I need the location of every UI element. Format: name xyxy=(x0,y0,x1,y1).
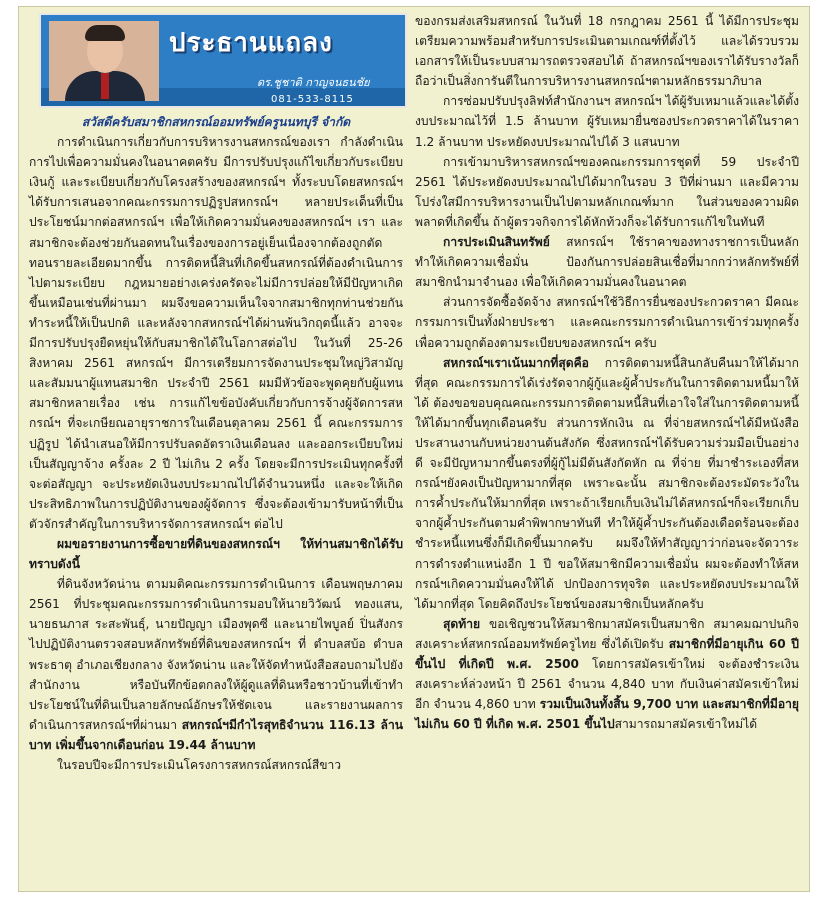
paragraph-text: การติดตามหนี้สินกลับคืนมาให้ได้มากที่สุด คณะกรรมการได้เร่งรัดจากผู้กู้และผู้ค้ำประกันในการติดตามหนี้มาให้ได้ ต้องขอขอบคุณคณะกรรมการติดตามหนี้สินที่เอาใจใส่ในการติดตามหนี้ให้ได้มากขึ้นทุกเดือนครับ ส่วนการหักเงิน ณ ที่จ่ายสหกรณ์ฯได้มีหนังสือประสานงานกับหน่วยงานต้นสังกัด ซึ่งสหกรณ์ฯได้รับความร่วมมือเป็นอย่างดี จะมีปัญหามากขึ้นตรงที่ผู้กู้ไม่มีต้นสังกัดหัก ณ ที่จ่าย ที่มาชำระเองที่สหกรณ์ฯยังคงเป็นปัญหามากที่สุด เพราะฉะนั้น สมาชิกจะต้องระมัดระวังในการค้ำประกันให้มากที่สุด เพราะถ้าเรียกเก็บเงินไม่ได้สหกรณ์ฯก็จะเรียกเก็บจากผู้ค้ำประกันตามคำพิพากษาทันที ทำให้ผู้ค้ำประกันต้องเดือดร้อนจะต้องชำระหนี้แทนซึ่งก็มีเกิดขึ้นมากครับ ผมจึงให้ทำสัญญาว่าก่อนจะจัดวาระการดำรงตำแหน่งอีก 1 ปี ขอให้สมาชิกมีความเชื่อมั่น ผมจะต้องทำให้สหกรณ์ฯเกิดความมั่นคงให้ได้ ปกป้องการทุจริต และประหยัดงบประมาณให้ได้มากที่สุด โดยคิดถึงประโยชน์ของสมาชิกเป็นหลักครับ xyxy=(415,355,799,611)
eligibility-highlight: สมาชิกที่มีอายุเกิน 60 ปี ขึ้นไป ที่เกิดปี พ.ศ. 2500 xyxy=(415,636,799,671)
chairman-phone: 081-533-8115 xyxy=(271,94,354,105)
fee-total-highlight: รวมเป็นเงินทั้งสิ้น 9,700 บาท และสมาชิกที่มีอายุไม่เกิน 60 ปี ที่เกิด พ.ศ. 2501 ขึ้นไป xyxy=(415,697,800,732)
paragraph: การเข้ามาบริหารสหกรณ์ฯของคณะกรรมการชุดที่ 59 ประจำปี 2561 ได้ประหยัดงบประมาณไปได้มากในรอบ 3 ปีที่ผ่านมา และมีความโปร่งใสมีการบริหารงานเป็นไปตามหลักเกณฑ์มาก ในส่วนของความผิดพลาดที่เกิดขึ้น ถ้าผู้ตรวจกิจการได้หักท้วงก็จะได้รับการแก้ไขในทันที xyxy=(415,154,799,229)
paragraph: การดำเนินการเกี่ยวกับการบริหารงานสหกรณ์ของเรา กำลังดำเนินการไปเพื่อความมั่นคงในอนาคตครับ มีการปรับปรุงแก้ไขเกี่ยวกับระเบียบเงินกู้ และระเบียบเกี่ยวกับโครงสร้างของสหกรณ์ฯ ทั้งระบบโดยสหกรณ์ฯได้รับการเสนอจากคณะกรรมการปฏิรูปสหกรณ์ฯ หลายประเด็นที่เป็นประโยชน์มากต่อสหกรณ์ฯ เพื่อให้เกิดความมั่นคงของสหกรณ์ฯ เรา และสมาชิกจะต้องช่วยกันอดทนในเรื่องของการอยู่เย็นเนื่องจากต้องถูกตัดทอนรายละเอียดมากขึ้น การติดหนี้สินที่เกิดขึ้นสหกรณ์ที่ต้องดำเนินการไปตามระเบียบ กฎหมายอย่างเคร่งครัดจะไม่มีการปล่อยให้มีปัญหาเกิดขึ้นเหมือนเช่นที่ผ่านมา ผมจึงขอความเห็นใจจากสมาชิกทุกท่านช่วยกันทำระหนี้ให้เป็นปกติ และหลังจากสหกรณ์ฯได้ผ่านพ้นวิกฤตนี้แล้ว อาจจะมีการปรับปรุงยืดหยุ่นให้กับสมาชิกได้ในโอกาสต่อไป ในวันที่ 25-26 สิงหาคม 2561 สหกรณ์ฯ มีการเตรียมการจัดงานประชุมใหญ่วิสามัญ และสัมมนาผู้แทนสมาชิก ประจำปี 2561 ผมมีหัวข้อจะพูดคุยกับผู้แทนสมาชิกหลายเรื่อง เช่น การแก้ไขข้อบังคับเกี่ยวกับการจ้างผู้จัดการสหกรณ์ฯ ที่จะเกษียณอายุราชการในเดือนตุลาคม 2561 นี้ คณะกรรมการปฏิรูป ได้นำเสนอให้มีการปรับลดอัตราเงินเดือนลง และออกระเบียบใหม่เป็นสัญญาจ้าง ครั้งละ 2 ปี ไม่เกิน 2 ครั้ง โดยจะมีการประเมินทุกครั้งที่จะต่อสัญญา จะประหยัดเงินงบประมาณไปได้จำนวนหนึ่ง และจะให้เกิดประสิทธิภาพในการปฏิบัติงานของผู้จัดการ ซึ่งจะต้องเข้ามารับหน้าที่เป็นตัวจักรสำคัญในการบริหารจัดการสหกรณ์ฯ ต่อไป xyxy=(29,135,403,531)
profit-highlight: สหกรณ์ฯมีกำไรสุทธิจำนวน 116.13 ล้านบาท เพิ่มขึ้นจากเดือนก่อน 19.44 ล้านบาท xyxy=(29,717,403,752)
header-banner xyxy=(39,13,407,108)
paragraph-text: โดยการสมัครเข้าใหม่ จะต้องชำระเงินสงเคราะห์ล่วงหน้า ปี 2561 จำนวน 4,840 บาท กับเงินค่าสมัครเข้าใหม่อีก จำนวน 4,860 บาท xyxy=(415,657,799,712)
greeting: สวัสดีครับสมาชิกสหกรณ์ออมทรัพย์ครูนนทบุรี จำกัด xyxy=(81,115,351,129)
paragraph-text: สามารถมาสมัครเข้าใหม่ได้ xyxy=(614,717,758,732)
chairman-name: ดร.ชูชาติ กาญจนธนชัย xyxy=(257,76,370,89)
banner-title: ประธานแถลง xyxy=(169,28,333,58)
newsletter-page xyxy=(18,6,810,892)
paragraph: การซ่อมปรับปรุงลิฟท์สำนักงานฯ สหกรณ์ฯ ได้ผู้รับเหมาแล้วและได้ตั้งงบประมาณไว้ที่ 1.5 ล้านบาท ผู้รับเหมายื่นซองประกวดราคาได้ในราคา 1.2 ล้านบาท ประหยัดงบประมาณไปได้ 3 แสนบาท xyxy=(415,94,799,149)
photo-hair xyxy=(85,25,125,41)
paragraph-text: สหกรณ์ฯ ใช้ราคาของทางราชการเป็นหลัก ทำให้เกิดความเชื่อมั่น ป้องกันการปล่อยสินเชื่อที่มากกว่าหลักทรัพย์ที่สมาชิกนำมาจำนอง เพื่อให้เกิดความมั่นคงในอนาคต xyxy=(415,235,799,290)
photo-tie xyxy=(101,73,109,99)
paragraph-text: ขอเชิญชวนให้สมาชิกมาสมัครเป็นสมาชิก สมาคมฌาปนกิจสงเคราะห์สหกรณ์ออมทรัพย์ครูไทย ซึ่งได้เปิดรับ xyxy=(415,616,799,651)
paragraph: ของกรมส่งเสริมสหกรณ์ ในวันที่ 18 กรกฎาคม 2561 นี้ ได้มีการประชุมเตรียมความพร้อมสำหรับการประเมินตามเกณฑ์ที่ตั้งไว้ และได้รวบรวมเอกสารให้เป็นระบบสามารถตรวจสอบได้ ถ้าสหกรณ์ฯของเราได้รับรางวัลก็ถือว่าเป็นสิ่งการันตีในการบริหารงานสหกรณ์ฯตามหลักธรรมาภิบาล xyxy=(415,14,799,89)
paragraph-text: ที่ดินจังหวัดน่าน ตามมติคณะกรรมการดำเนินการ เดือนพฤษภาคม 2561 ที่ประชุมคณะกรรมการดำเนินการมอบให้นายวิวัฒน์ ทองแสน, นายธนภาส ระสะพันธุ์, นายปัญญา เมืองพุดซี และนายไพบูลย์ ปิ่นสังกร ไปปฏิบัติงานตรวจสอบหลักทรัพย์ที่ดินของสหกรณ์ฯ ที่ ตำบลสบ้อ ตำบลพระธาตุ อำเภอเชียงกลาง จังหวัดน่าน และให้จัดทำหนังสือสอบถามไปยังสำนักงาน หรือบันทึกข้อตกลงให้ผู้ดูแลที่ดินหรือชาวบ้านที่เข้าทำประโยชน์ในที่ดินเป็นลายลักษณ์อักษรให้ชัดเจน และรายงานผลการดำเนินการสหกรณ์ฯที่ผ่านมา xyxy=(29,577,403,732)
asset-assessment-heading: การประเมินสินทรัพย์ xyxy=(443,235,550,250)
debt-followup-heading: สหกรณ์ฯเราเน้นมากที่สุดคือ xyxy=(443,355,589,370)
paragraph xyxy=(415,232,799,292)
right-column xyxy=(415,11,799,734)
paragraph xyxy=(415,353,799,614)
paragraph xyxy=(29,574,403,755)
paragraph xyxy=(415,614,799,735)
closing-heading: สุดท้าย xyxy=(443,616,481,631)
chairman-photo xyxy=(49,21,159,101)
left-text xyxy=(29,112,403,775)
land-report-heading: ผมขอรายงานการซื้อขายที่ดินของสหกรณ์ฯ ให้ท่านสมาชิกได้รับทราบดังนี้ xyxy=(29,536,403,572)
paragraph: ในรอบปีจะมีการประเมินโครงการสหกรณ์สหกรณ์สีขาว xyxy=(57,758,342,772)
paragraph: ส่วนการจัดซื้อจัดจ้าง สหกรณ์ฯใช้วิธีการยื่นซองประกวดราคา มีคณะกรรมการเป็นทั้งฝ่ายประชา และคณะกรรมการดำเนินการเข้าร่วมทุกครั้ง เพื่อความถูกต้องตามระเบียบของสหกรณ์ฯ ครับ xyxy=(415,295,799,350)
